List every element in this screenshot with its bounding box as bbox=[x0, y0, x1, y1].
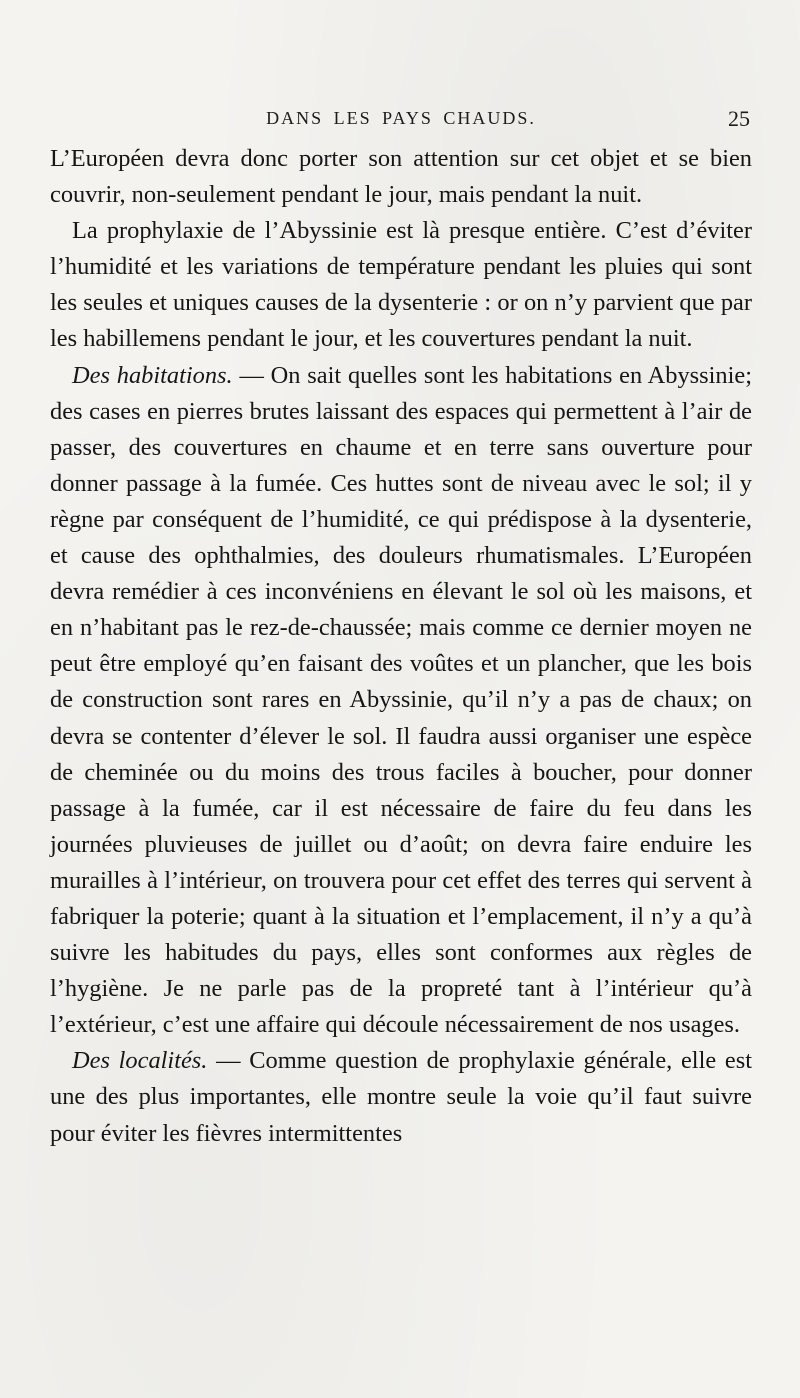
running-head bbox=[50, 108, 752, 138]
paragraph-localites bbox=[50, 1043, 752, 1151]
section-heading-habitations: Des habitations. bbox=[72, 361, 233, 389]
paragraph-text: — On sait quelles sont les habitations en Abyssinie; des cases en pierres brutes laissant des espaces qui permettent à l’air de passer, des couvertures en chaume et en terre sans ouverture pour donner passage à la fumée. Ces huttes sont de niveau avec le sol; il y règne par conséquent de l’humidité, ce qui prédispose à la dysenterie, et cause des ophthalmies, des douleurs rhumatismales. L’Européen devra remédier à ces inconvéniens en élevant le sol où les maisons, et en n’habitant pas le rez-de-chaussée; mais comme ce dernier moyen ne peut être employé qu’en faisant des voûtes et un plancher, que les bois de construction sont rares en Abyssinie, qu’il n’y a pas de chaux; on devra se contenter d’élever le sol. Il faudra aussi organiser une espèce de cheminée ou du moins des trous faciles à boucher, pour donner passage à la fumée, car il est nécessaire de faire du feu dans les journées pluvieuses de juillet ou d’août; on devra faire enduire les murailles à l’intérieur, on trouvera pour cet effet des terres qui servent à fabriquer la poterie; quant à la situation et l’emplacement, il n’y a qu’à suivre les habitudes du pays, elles sont conformes aux règles de l’hygiène. Je ne parle pas de la propreté tant à l’intérieur qu’à l’extérieur, c’est une affaire qui découle nécessairement de nos usages. bbox=[50, 361, 752, 1039]
paragraph-habitations bbox=[50, 358, 752, 1044]
paragraph-prophylaxie bbox=[50, 213, 752, 357]
section-heading-localites: Des localités. bbox=[72, 1047, 208, 1075]
running-title: DANS LES PAYS CHAUDS. bbox=[266, 108, 536, 128]
paragraph-text: La prophylaxie de l’Abyssinie est là presque entière. C’est d’éviter l’humidité et les variations de température pendant les pluies qui sont les seules et uniques causes de la dysenterie : or on n’y parvient que par les habillemens pendant le jour, et les couvertures pendant la nuit. bbox=[50, 217, 752, 353]
paragraph-continuation bbox=[50, 141, 752, 213]
page-number: 25 bbox=[728, 106, 750, 131]
paragraph-text: L’Européen devra donc porter son attention sur cet objet et se bien couvrir, non-seulement pendant le jour, mais pendant la nuit. bbox=[50, 145, 752, 209]
body-text bbox=[50, 141, 752, 1152]
paragraph-text: — Comme question de prophylaxie générale, elle est une des plus importantes, elle montre seule la voie qu’il faut suivre pour éviter les fièvres intermittentes bbox=[50, 1047, 752, 1147]
